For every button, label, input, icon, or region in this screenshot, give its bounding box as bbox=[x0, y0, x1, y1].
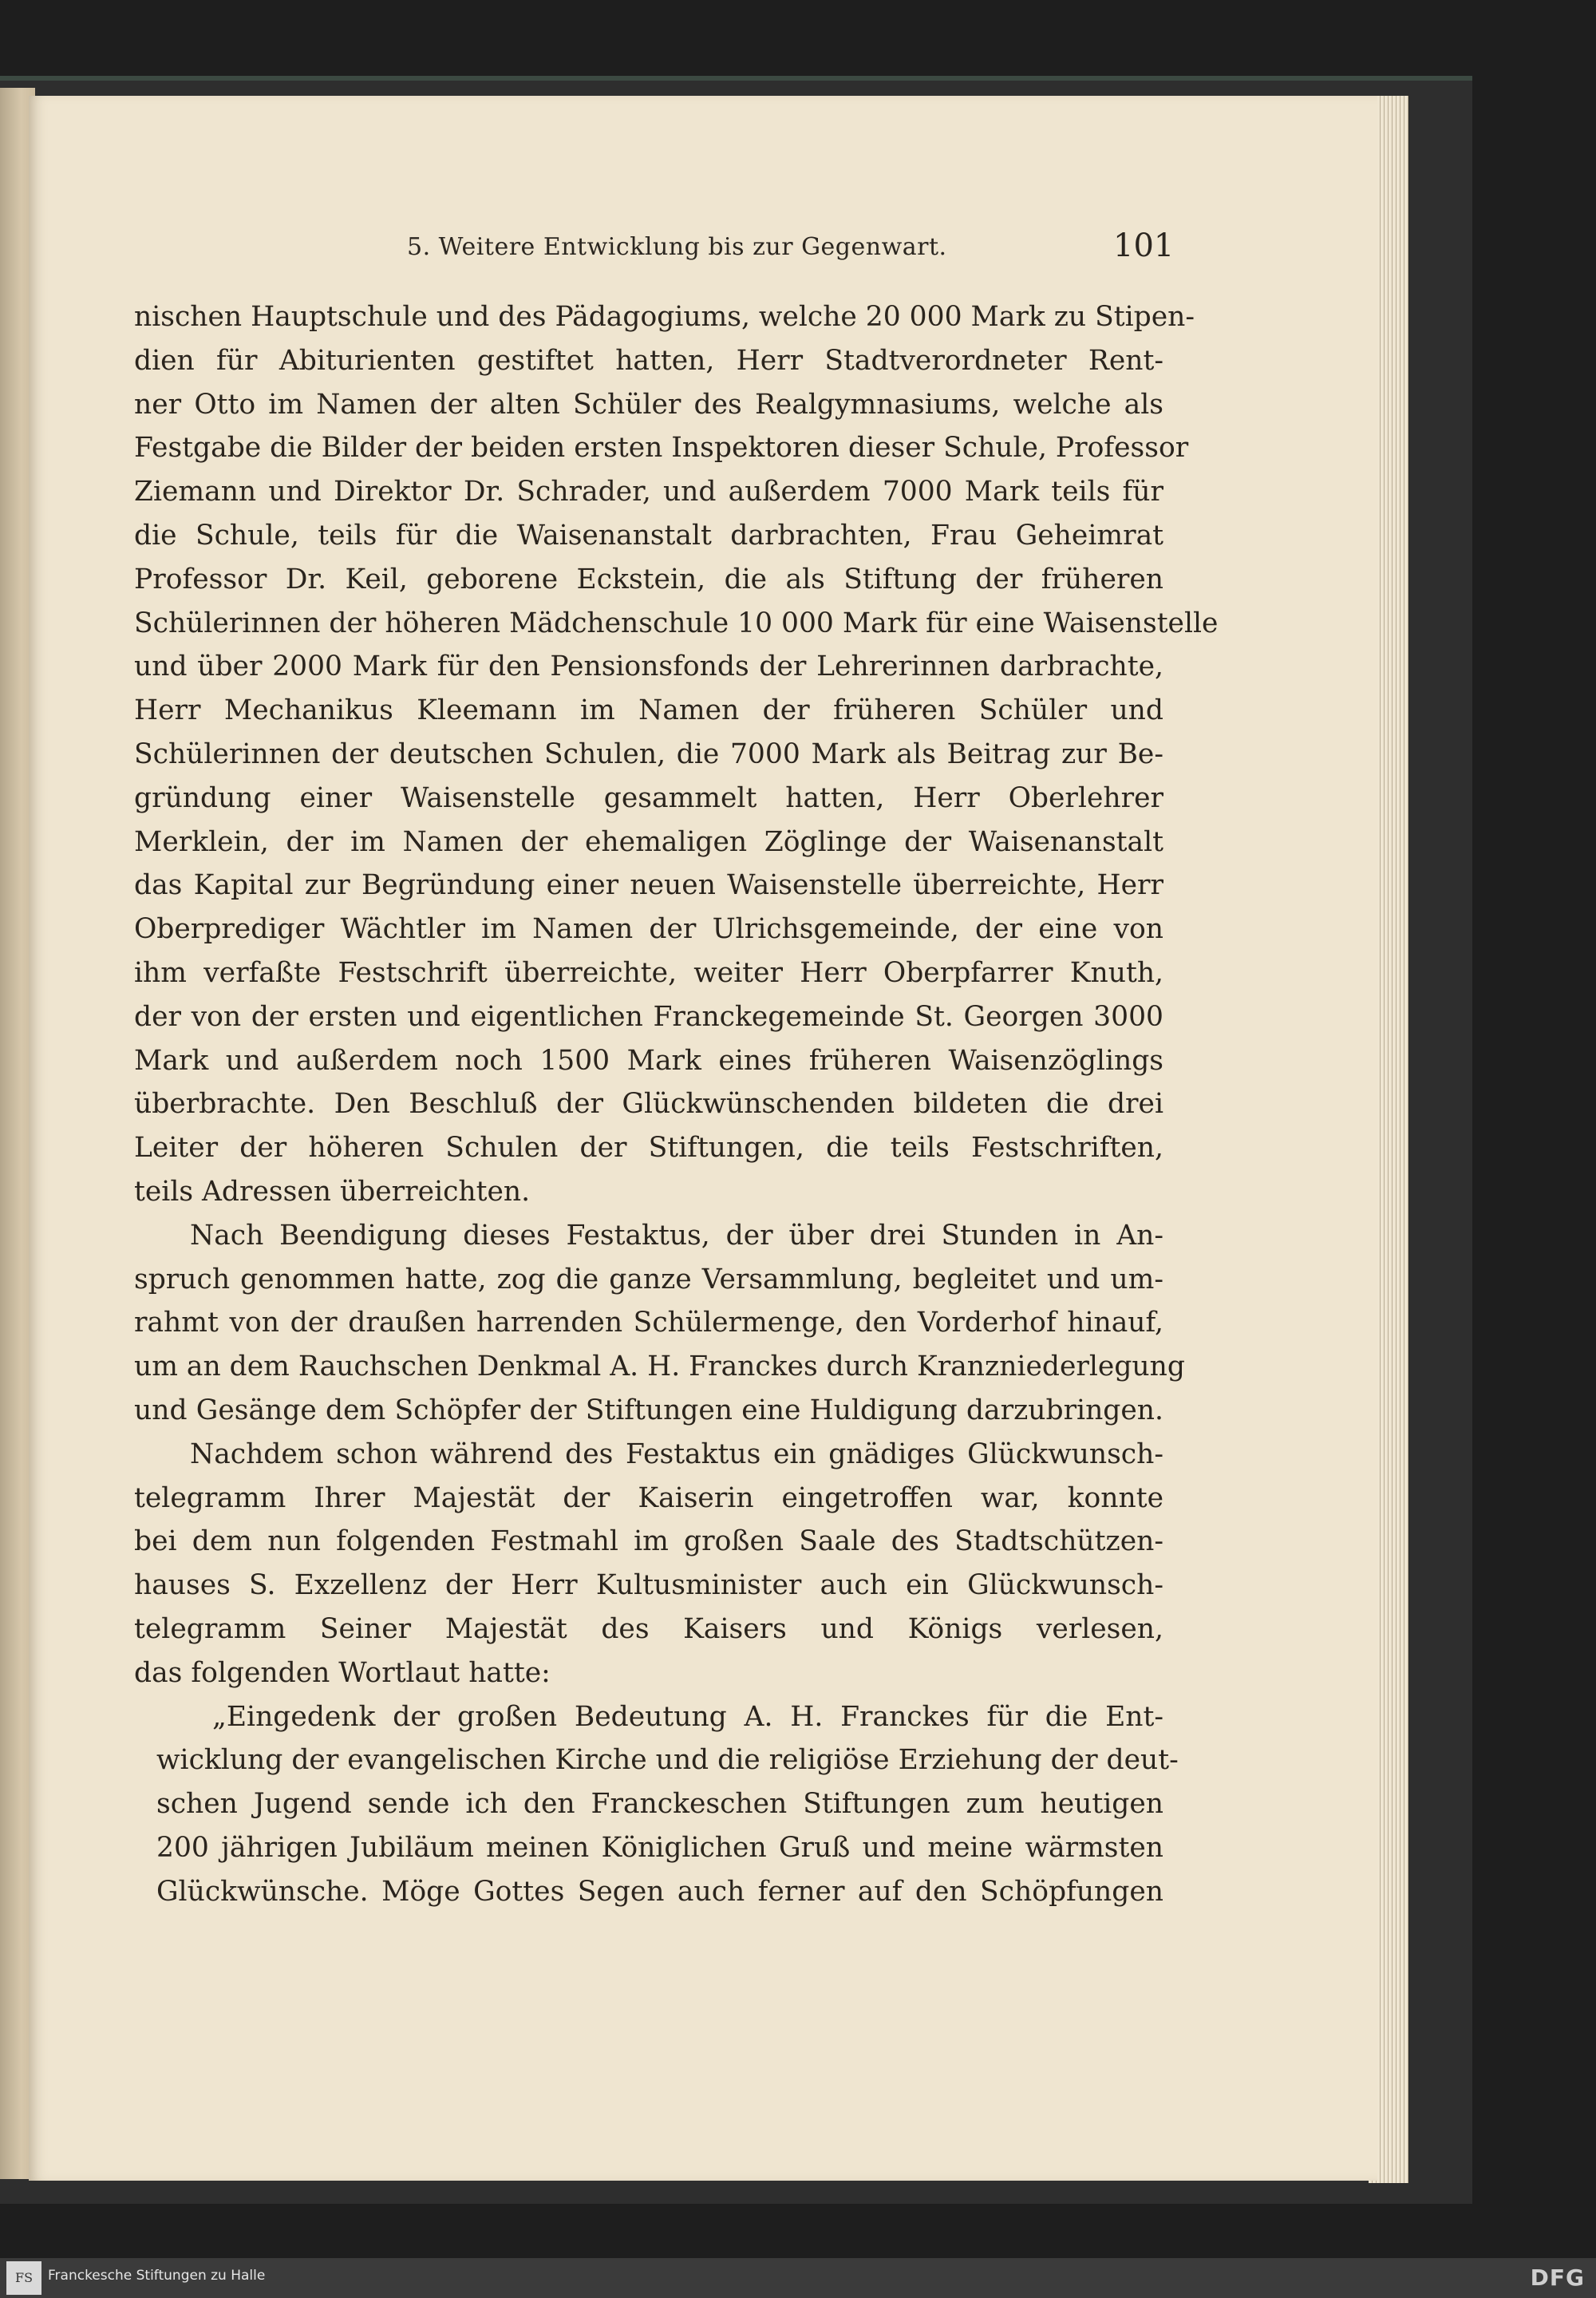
text-line: das Kapital zur Begründung einer neuen Waisenstelle überreichte, Herr bbox=[134, 869, 1163, 902]
institution-logo-icon: FS bbox=[6, 2261, 41, 2295]
quote-line: schen Jugend sende ich den Franckeschen Stiftungen zum heutigen bbox=[156, 1788, 1163, 1821]
text-line: bei dem nun folgenden Festmahl im großen Saale des Stadtschützen- bbox=[134, 1525, 1163, 1558]
text-line: Oberprediger Wächtler im Namen der Ulrichsgemeinde, der eine von bbox=[134, 913, 1163, 946]
text-line: Schülerinnen der höheren Mädchenschule 10 000 Mark für eine Waisenstelle bbox=[134, 607, 1219, 639]
text-line: Ziemann und Direktor Dr. Schrader, und außerdem 7000 Mark teils für bbox=[134, 476, 1163, 508]
text-line: das folgenden Wortlaut hatte: bbox=[134, 1656, 551, 1689]
text-line: ner Otto im Namen der alten Schüler des Realgymnasiums, welche als bbox=[134, 388, 1163, 421]
body-text bbox=[134, 295, 1219, 1913]
quote-line: wicklung der evangelischen Kirche und die religiöse Erziehung der deut- bbox=[156, 1744, 1179, 1777]
text-line: spruch genommen hatte, zog die ganze Versammlung, begleitet und um- bbox=[134, 1263, 1163, 1295]
dfg-logo: DFG bbox=[1530, 2264, 1585, 2291]
viewer-footer bbox=[0, 2258, 1596, 2298]
text-line: Professor Dr. Keil, geborene Eckstein, die als Stiftung der früheren bbox=[134, 563, 1163, 595]
text-line: telegramm Ihrer Majestät der Kaiserin eingetroffen war, konnte bbox=[134, 1481, 1163, 1514]
text-line: Leiter der höheren Schulen der Stiftungen, die teils Festschriften, bbox=[134, 1132, 1163, 1165]
text-line: überbrachte. Den Beschluß der Glückwünschenden bildeten die drei bbox=[134, 1088, 1163, 1121]
text-line: nischen Hauptschule und des Pädagogiums, welche 20 000 Mark zu Stipen- bbox=[134, 301, 1195, 333]
text-line: dien für Abiturienten gestiftet hatten, Herr Stadtverordneter Rent- bbox=[134, 344, 1163, 377]
text-line: und Gesänge dem Schöpfer der Stiftungen eine Huldigung darzubringen. bbox=[134, 1394, 1163, 1426]
page-number: 101 bbox=[1113, 227, 1175, 264]
text-line: ihm verfaßte Festschrift überreichte, weiter Herr Oberpfarrer Knuth, bbox=[134, 956, 1163, 989]
running-head: 5. Weitere Entwicklung bis zur Gegenwart. bbox=[407, 233, 947, 261]
quote-line: Glückwünsche. Möge Gottes Segen auch ferner auf den Schöpfungen bbox=[156, 1875, 1163, 1908]
text-line: Merklein, der im Namen der ehemaligen Zöglinge der Waisenanstalt bbox=[134, 825, 1163, 858]
text-line: der von der ersten und eigentlichen Franckegemeinde St. Georgen 3000 bbox=[134, 1000, 1163, 1033]
text-line: teils Adressen überreichten. bbox=[134, 1175, 531, 1208]
text-line: Herr Mechanikus Kleemann im Namen der früheren Schüler und bbox=[134, 694, 1163, 727]
text-line: telegramm Seiner Majestät des Kaisers und Königs verlesen, bbox=[134, 1612, 1163, 1645]
text-line: um an dem Rauchschen Denkmal A. H. Franckes durch Kranzniederlegung bbox=[134, 1351, 1185, 1383]
quote-line: „Eingedenk der großen Bedeutung A. H. Franckes für die Ent- bbox=[212, 1700, 1163, 1733]
text-line: und über 2000 Mark für den Pensionsfonds der Lehrerinnen darbrachte, bbox=[134, 651, 1163, 683]
text-line: Festgabe die Bilder der beiden ersten Inspektoren dieser Schule, Professor bbox=[134, 432, 1189, 465]
text-line: Nachdem schon während des Festaktus ein gnädiges Glückwunsch- bbox=[190, 1438, 1163, 1470]
institution-name: Franckesche Stiftungen zu Halle bbox=[48, 2268, 266, 2284]
text-line: hauses S. Exzellenz der Herr Kultusminister auch ein Glückwunsch- bbox=[134, 1569, 1163, 1602]
text-line: gründung einer Waisenstelle gesammelt hatten, Herr Oberlehrer bbox=[134, 781, 1163, 814]
text-line: Schülerinnen der deutschen Schulen, die 7000 Mark als Beitrag zur Be- bbox=[134, 738, 1163, 770]
text-line: die Schule, teils für die Waisenanstalt darbrachten, Frau Geheimrat bbox=[134, 519, 1163, 552]
quote-line: 200 jährigen Jubiläum meinen Königlichen Gruß und meine wärmsten bbox=[156, 1831, 1163, 1864]
text-line: Mark und außerdem noch 1500 Mark eines früheren Waisenzöglings bbox=[134, 1044, 1163, 1077]
text-line: Nach Beendigung dieses Festaktus, der über drei Stunden in An- bbox=[190, 1219, 1163, 1252]
text-line: rahmt von der draußen harrenden Schülermenge, den Vorderhof hinauf, bbox=[134, 1307, 1163, 1339]
